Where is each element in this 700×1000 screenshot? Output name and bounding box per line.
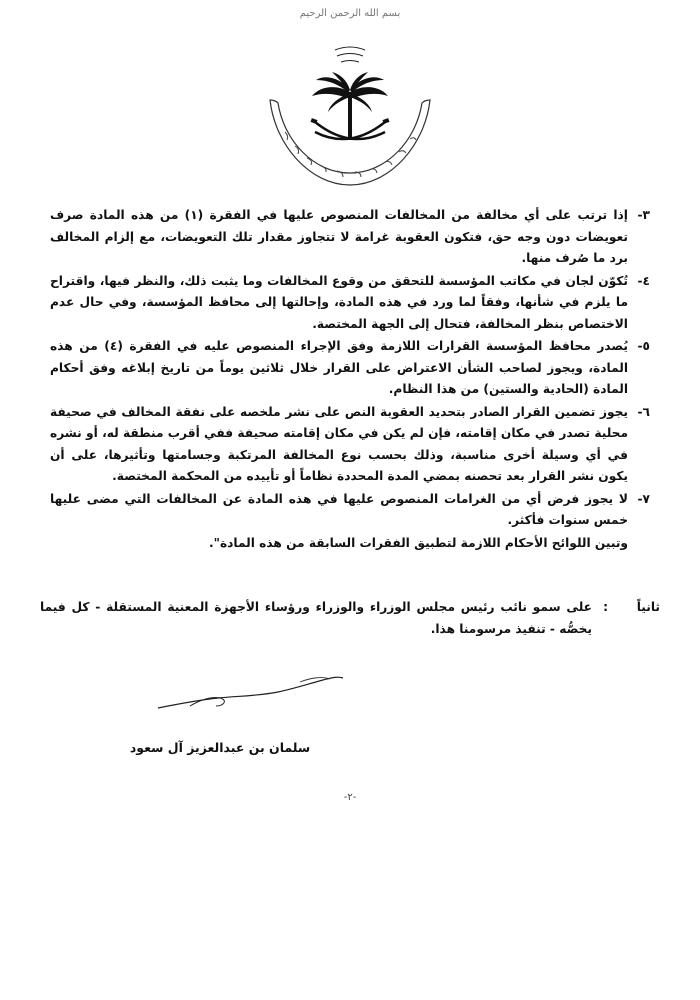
clause-number: ٦- <box>637 404 650 419</box>
clause-number: ٥- <box>637 339 650 353</box>
decree-clauses <box>50 205 650 554</box>
clause-3 <box>50 205 650 270</box>
clause-number: ٤- <box>637 273 650 288</box>
basmala: بسم الله الرحمن الرحيم <box>299 8 401 19</box>
clause-number: ٣- <box>637 208 650 222</box>
item-two <box>40 596 660 640</box>
clause-7 <box>50 489 650 532</box>
clause-text: إذا ترتب على أي مخالفة من المخالفات المنصوص عليها في الفقرة (١) من هذه المادة صرف تعويضات دون وجه حق، فتكون العقوبة غرامة لا تتجاوز مقدار تلك التعويضات، مع إلزام المخالف برد ما صُرف منها. <box>50 208 628 265</box>
clause-text: تُكوّن لجان في مكاتب المؤسسة للتحقق من وقوع المخالفات وما يثبت ذلك، والنظر فيها، واقتراح ما يلزم في شأنها، وفقاً لما ورد في هذه المادة، وإحالتها إلى محافظ المؤسسة، وفي حال عدم الاختصاص بنظر المخالفة، فتحال إلى الجهة المختصة. <box>50 273 628 331</box>
item-two-separator: : <box>603 600 608 614</box>
item-two-label: ثانياً <box>636 600 660 614</box>
clause-text: يجوز تضمين القرار الصادر بتحديد العقوبة النص على نشر ملخصه على نفقة المخالف في صحيفة محلية تصدر في مكان إقامته، فإن لم يكن في مكان إقامته صحيفة ففي أقرب منطقة له، أو نشره في أي وسيلة أخرى مناسبة، وذلك بحسب نوع المخالفة المرتكبة وجسامتها وتأثيرها، على أن يكون نشر القرار بعد تحصنه بمضي المدة المحددة نظاماً أو تأييده من المحكمة المختصة. <box>50 404 628 483</box>
item-two-text: على سمو نائب رئيس مجلس الوزراء والوزراء ورؤساء الأجهزة المعنية المستقلة - كل فيما يخصُّه - تنفيذ مرسومنا هذا. <box>40 600 592 636</box>
handwritten-signature <box>150 670 350 720</box>
signer-name: سلمان بن عبدالعزيز آل سعود <box>129 740 311 755</box>
saudi-palm-swords-emblem-icon <box>255 40 445 200</box>
clause-5 <box>50 336 650 401</box>
clause-4 <box>50 271 650 336</box>
clause-number: ٧- <box>637 491 650 506</box>
clause-text: لا يجوز فرض أي من الغرامات المنصوص عليها في هذه المادة عن المخالفات التي مضى عليها خمس سنوات فأكثر. <box>50 491 628 527</box>
closing-line: وتبين اللوائح الأحكام اللازمة لتطبيق الفقرات السابقة من هذه المادة". <box>208 535 628 550</box>
clause-6 <box>50 402 650 488</box>
clause-text: يُصدر محافظ المؤسسة القرارات اللازمة وفق الإجراء المنصوص عليه في الفقرة (٤) من هذه المادة، ويجوز لصاحب الشأن الاعتراض على القرار خلال ثلاثين يوماً من تاريخ إبلاغه وفق أحكام المادة (الحادية والستين) من هذا النظام. <box>50 339 628 396</box>
page-number: -٢- <box>343 792 357 803</box>
